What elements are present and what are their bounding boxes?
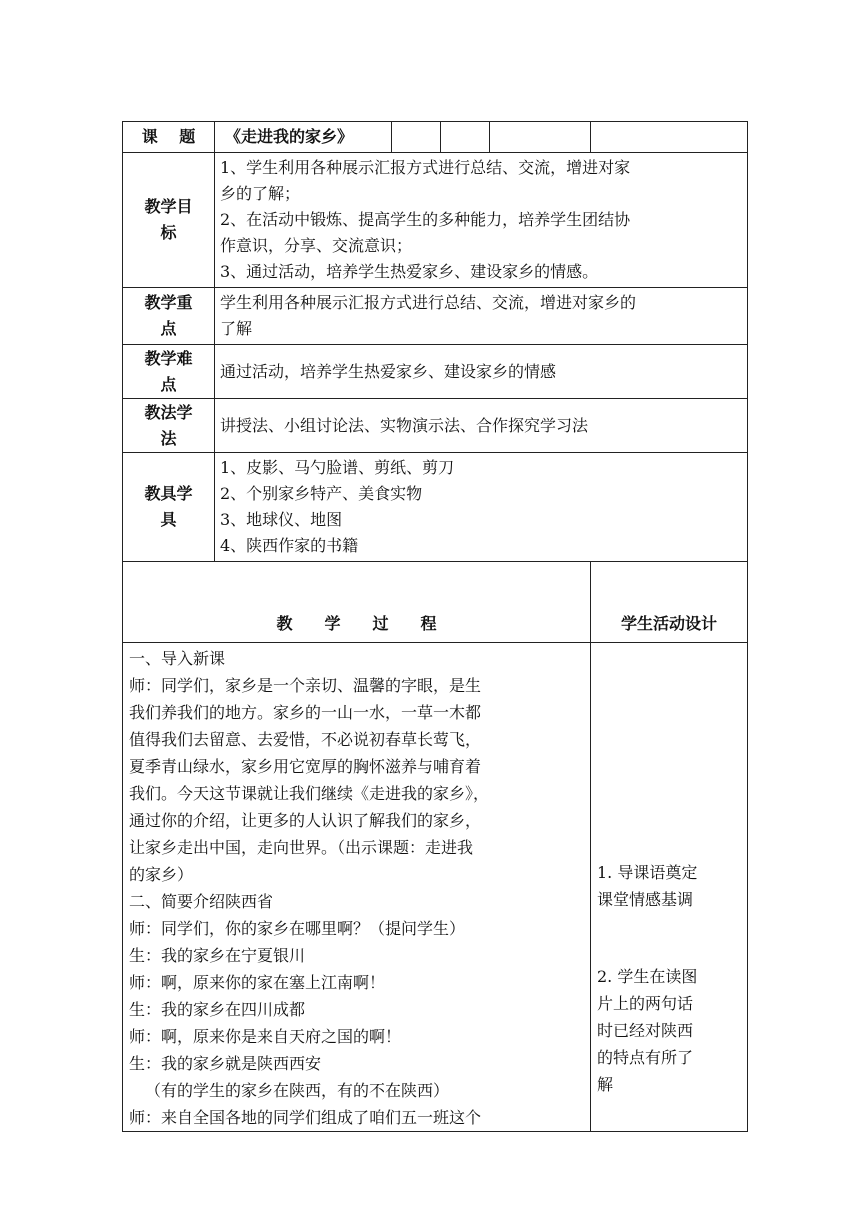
process-line: 生：我的家乡就是陕西西安 [129, 1054, 322, 1073]
process-line: 一、导入新课 [129, 649, 226, 668]
method-label: 教法学法 [123, 399, 215, 453]
goal-content [215, 153, 748, 288]
process-label: 教 学 过 程 [123, 562, 591, 643]
title-value: 《走进我的家乡》 [215, 122, 392, 153]
tools-line: 2、个别家乡特产、美食实物 [220, 484, 423, 503]
process-line: 让家乡走出中国，走向世界。（出示课题：走进我 [129, 838, 474, 857]
process-line: 夏季青山绿水，家乡用它宽厚的胸怀滋养与哺育着 [129, 757, 482, 776]
goal-label: 教学目标 [123, 153, 215, 288]
difficult-content: 通过活动，培养学生热爱家乡、建设家乡的情感 [215, 345, 748, 399]
goal-row [123, 153, 748, 288]
process-line: 的家乡） [129, 865, 194, 884]
goal-line: 2、在活动中锻炼、提高学生的多种能力，培养学生团结协 [220, 210, 631, 229]
goal-line: 3、通过活动，培养学生热爱家乡、建设家乡的情感。 [220, 262, 599, 281]
tools-label: 教具学具 [123, 453, 215, 562]
process-body-row [123, 643, 748, 1132]
goal-line: 作意识，分享、交流意识； [220, 236, 413, 255]
process-line: 师：同学们，家乡是一个亲切、温馨的字眼，是生 [129, 676, 482, 695]
activity-note-2-line: 的特点有所了 [597, 1048, 694, 1067]
activity-content [591, 643, 748, 1132]
process-line: （有的学生的家乡在陕西，有的不在陕西） [145, 1081, 450, 1100]
process-line: 我们养我们的地方。家乡的一山一水，一草一木都 [129, 703, 482, 722]
title-row [123, 122, 748, 153]
empty-cell [490, 122, 591, 153]
tools-row [123, 453, 748, 562]
process-line: 生：我的家乡在宁夏银川 [129, 946, 306, 965]
title-label: 课 题 [123, 122, 215, 153]
key-label: 教学重点 [123, 288, 215, 345]
spacer [597, 913, 741, 963]
empty-cell [591, 122, 748, 153]
empty-cell [441, 122, 490, 153]
process-content [123, 643, 591, 1132]
activity-note-1-line: 课堂情感基调 [597, 890, 694, 909]
spacer [597, 643, 741, 859]
activity-note-2-line: 解 [597, 1075, 614, 1094]
goal-line: 1、学生利用各种展示汇报方式进行总结、交流，增进对家 [220, 158, 631, 177]
empty-cell [392, 122, 441, 153]
difficult-label: 教学难点 [123, 345, 215, 399]
goal-line: 乡的了解； [220, 184, 301, 203]
process-line: 二、简要介绍陕西省 [129, 892, 274, 911]
process-line: 值得我们去留意、去爱惜，不必说初春草长莺飞， [129, 730, 482, 749]
key-row [123, 288, 748, 345]
key-line: 学生利用各种展示汇报方式进行总结、交流，增进对家乡的 [220, 293, 637, 312]
activity-note-2-line: 片上的两句话 [597, 994, 694, 1013]
process-line: 师：同学们，你的家乡在哪里啊？（提问学生） [129, 919, 466, 938]
process-line: 通过你的介绍，让更多的人认识了解我们的家乡， [129, 811, 482, 830]
activity-label: 学生活动设计 [591, 562, 748, 643]
tools-line: 1、皮影、马勺脸谱、剪纸、剪刀 [220, 458, 455, 477]
key-content [215, 288, 748, 345]
process-line: 师：啊，原来你是来自天府之国的啊！ [129, 1027, 402, 1046]
process-line: 生：我的家乡在四川成都 [129, 1000, 306, 1019]
process-line: 师：来自全国各地的同学们组成了咱们五一班这个 [129, 1108, 482, 1127]
method-row [123, 399, 748, 453]
difficult-row [123, 345, 748, 399]
activity-note-2-line: 2. 学生在读图 [597, 967, 698, 986]
method-content: 讲授法、小组讨论法、实物演示法、合作探究学习法 [215, 399, 748, 453]
lesson-plan-table [122, 121, 748, 1132]
process-line: 师：啊，原来你的家在塞上江南啊！ [129, 973, 386, 992]
tools-line: 3、地球仪、地图 [220, 510, 343, 529]
process-line: 我们。今天这节课就让我们继续《走进我的家乡》， [129, 784, 490, 803]
process-header-row [123, 562, 748, 643]
tools-content [215, 453, 748, 562]
activity-note-2-line: 时已经对陕西 [597, 1021, 694, 1040]
activity-note-1-line: 1. 导课语奠定 [597, 863, 698, 882]
tools-line: 4、陕西作家的书籍 [220, 536, 359, 555]
key-line: 了解 [220, 319, 253, 338]
